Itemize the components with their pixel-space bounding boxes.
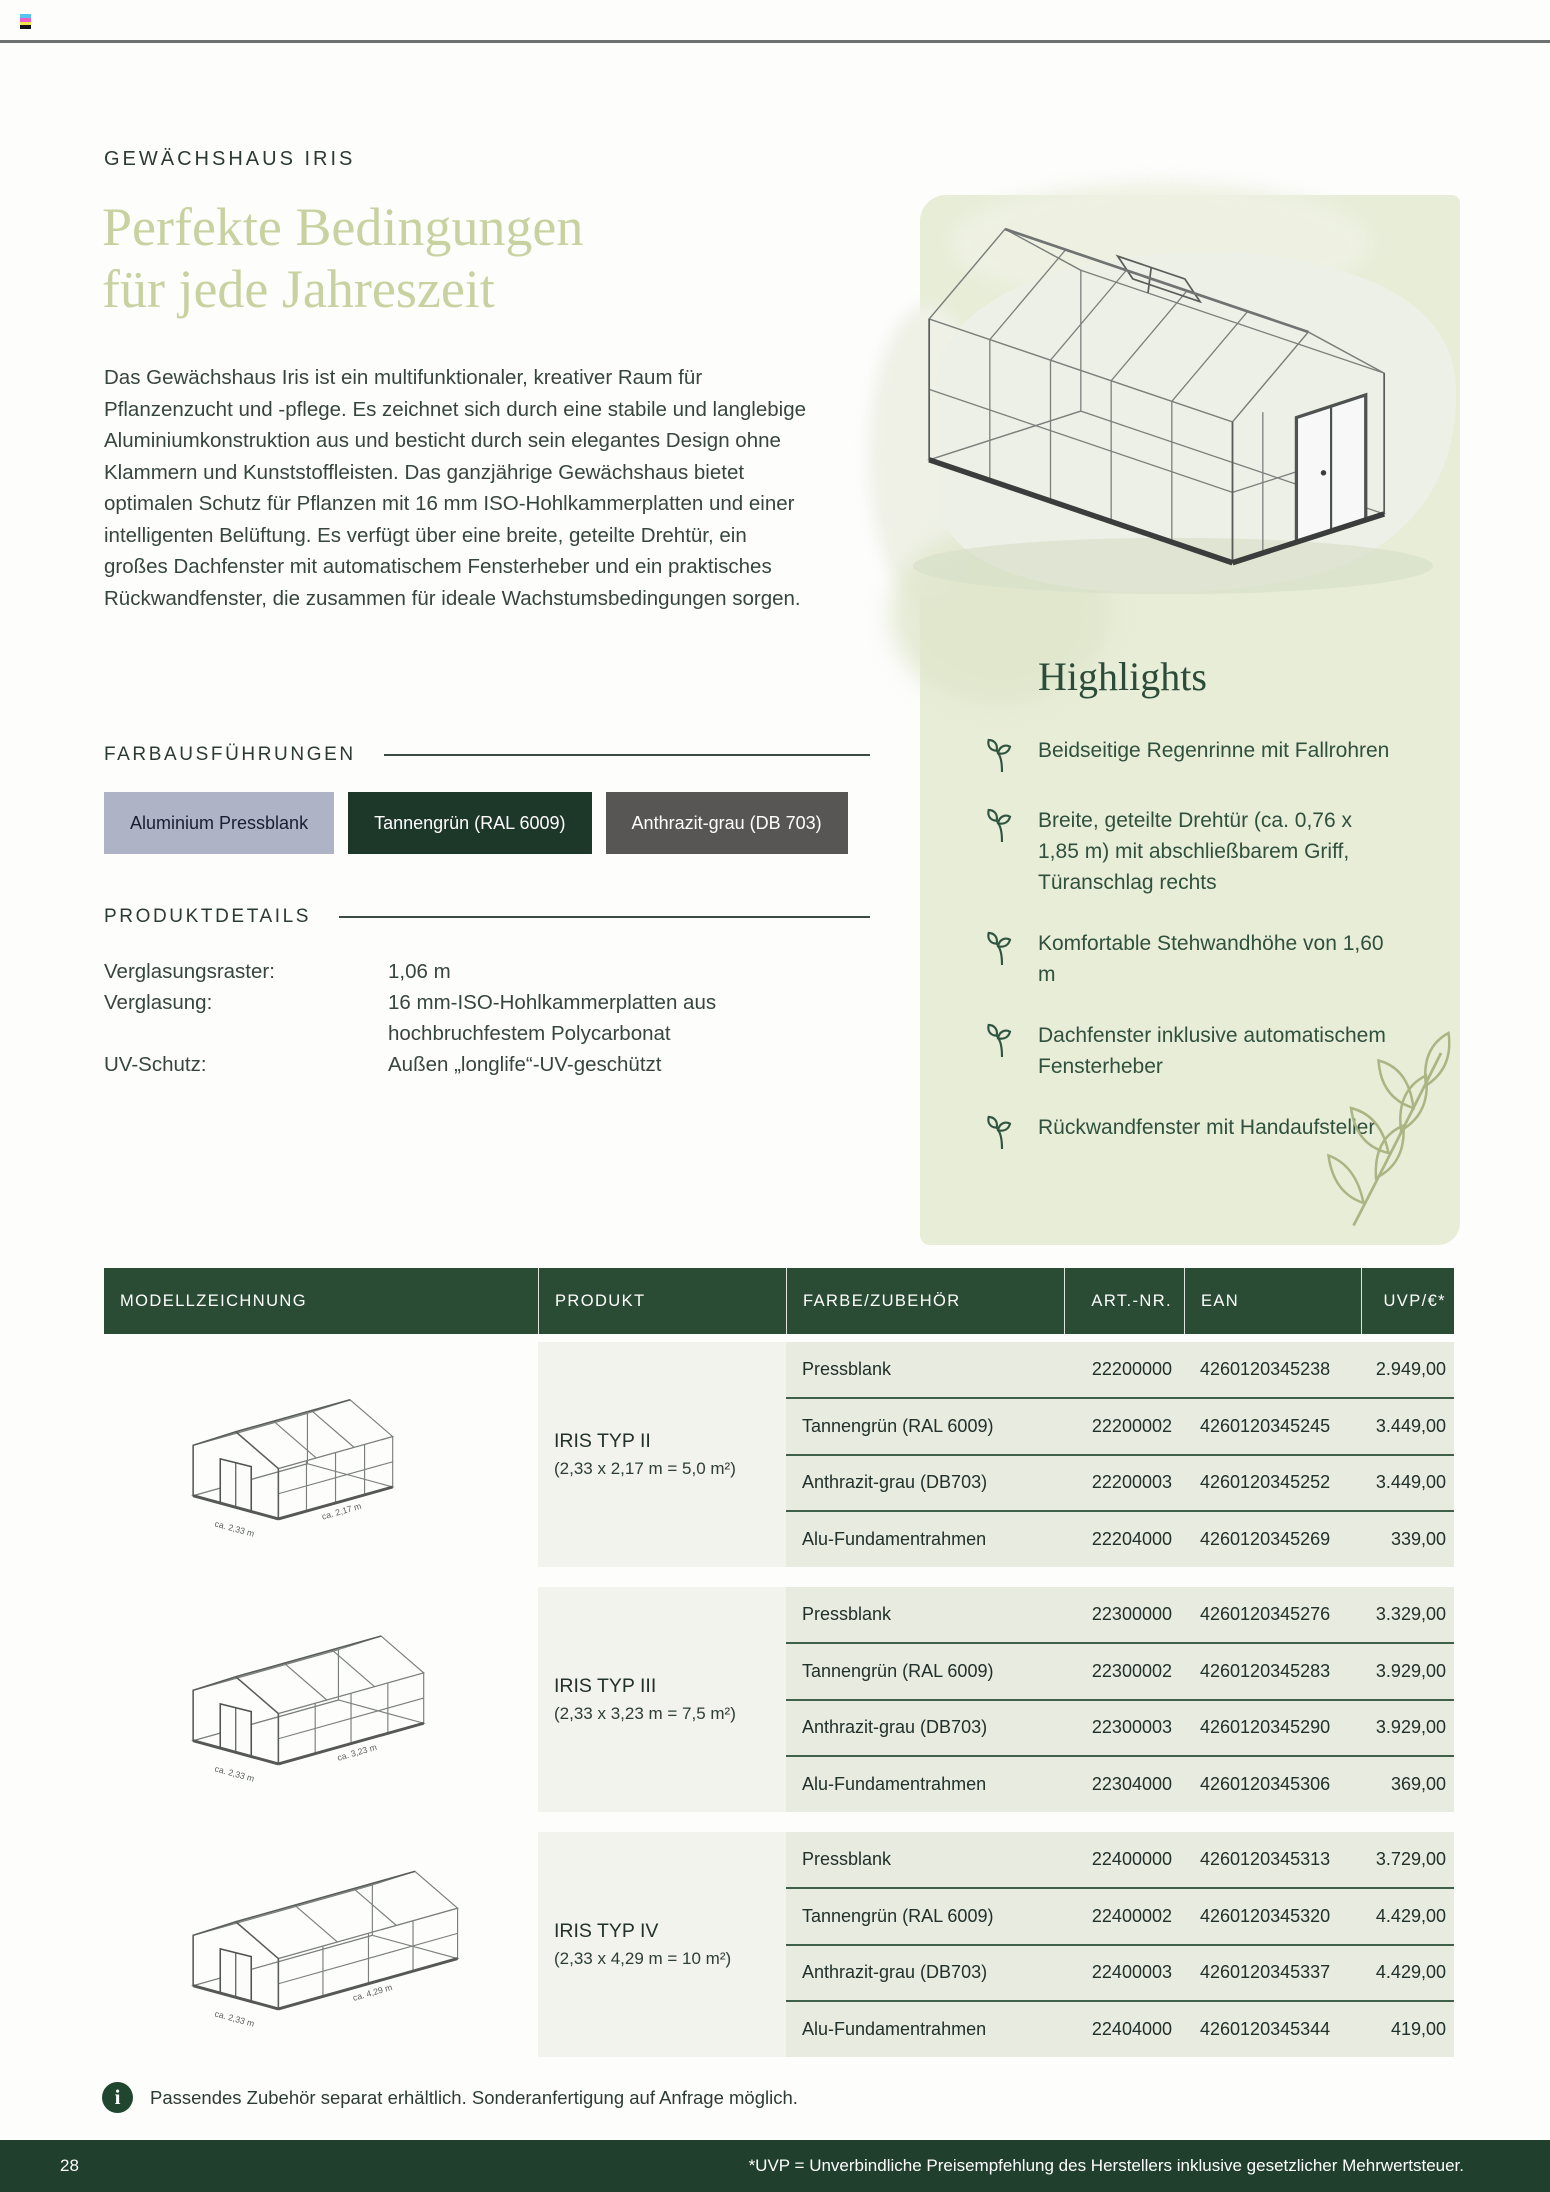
uvp-cell: 419,00: [1390, 2019, 1446, 2040]
details-section-rule: [339, 916, 870, 918]
ean-cell: 4260120345252: [1200, 1472, 1331, 1493]
product-cell: [538, 1832, 786, 2057]
highlight-text: Dachfenster inklusive automatischem Fensterheber: [1038, 1024, 1386, 1078]
detail-value: 16 mm-ISO-Hohlkammerplatten aus hochbruchfestem Polycarbonat: [388, 991, 717, 1045]
table-row: [786, 1944, 1454, 2001]
note-text: Passendes Zubehör separat erhältlich. Sonderanfertigung auf Anfrage möglich.: [150, 2086, 798, 2108]
header-produkt: PRODUKT: [538, 1268, 786, 1334]
ean-cell: 4260120345276: [1200, 1603, 1331, 1624]
farbe-cell: Alu-Fundamentrahmen: [802, 1529, 987, 1550]
drawing-width-label: ca. 2,33 m: [213, 1518, 256, 1539]
artnr-cell: 22300000: [1091, 1603, 1172, 1624]
detail-value: Außen „longlife“-UV-geschützt: [388, 1053, 662, 1076]
highlights-heading: Highlights: [1038, 654, 1207, 699]
table-block-iris-typ-2: [104, 1342, 1454, 1567]
product-dimensions: (2,33 x 2,17 m = 5,0 m²): [554, 1459, 736, 1478]
farbe-cell: Alu-Fundamentrahmen: [802, 1774, 987, 1795]
farbe-cell: Pressblank: [802, 1603, 892, 1624]
uvp-cell: 3.729,00: [1375, 1848, 1446, 1869]
artnr-cell: 22204000: [1091, 1529, 1172, 1550]
uvp-cell: 3.449,00: [1375, 1415, 1446, 1436]
highlight-item: [986, 735, 1416, 775]
info-icon: i: [102, 2082, 133, 2113]
table-row: [786, 1587, 1454, 1642]
highlight-item: [986, 928, 1416, 990]
detail-value: 1,06 m: [388, 960, 451, 983]
header-modellzeichnung: MODELLZEICHNUNG: [120, 1291, 307, 1310]
table-row: [786, 1699, 1454, 1756]
greenhouse-photo: [875, 189, 1460, 644]
product-eyebrow: GEWÄCHSHAUS IRIS: [104, 148, 356, 170]
highlight-text: Komfortable Stehwandhöhe von 1,60 m: [1038, 932, 1384, 986]
detail-row: [104, 987, 870, 1049]
drawing-depth-label: ca. 2,17 m: [320, 1500, 363, 1522]
sprout-icon: [986, 807, 1018, 845]
highlights-panel: [920, 195, 1460, 1245]
colors-section-label: FARBAUSFÜHRUNGEN: [104, 744, 356, 765]
artnr-cell: 22200003: [1091, 1472, 1172, 1493]
product-description: Das Gewächshaus Iris ist ein multifunktionaler, kreativer Raum für Pflanzenzucht und -pflege. Es zeichnet sich durch eine stabile und langlebige Aluminiumkonstruktion aus und besticht durch sein elegantes Design ohne Klammern und Kunststoffleisten. Das ganzjährige Gewächshaus bietet optimalen Schutz für Pflanzen mit 16 mm ISO-Hohlkammerplatten und einer intelligenten Belüftung. Es verfügt über eine breite, geteilte Drehtür, ein großes Dachfenster mit automatischem Fensterheber und ein praktisches Rückwandfenster, die zusammen für ideale Wachstumsbedingungen sorgen.: [104, 366, 807, 610]
color-swatches: [104, 792, 848, 854]
table-row: [786, 1454, 1454, 1511]
header-art-nr: ART.-NR.: [1064, 1268, 1184, 1334]
detail-row: [104, 956, 870, 987]
detail-label: Verglasungsraster:: [104, 960, 275, 983]
table-row: [786, 1342, 1454, 1397]
detail-label: Verglasung:: [104, 991, 213, 1014]
variant-rows: [786, 1832, 1454, 2057]
table-row: [786, 2000, 1454, 2057]
ean-cell: 4260120345337: [1200, 1962, 1331, 1983]
uvp-cell: 369,00: [1390, 1774, 1446, 1795]
header-uvp: UVP/€*: [1361, 1268, 1454, 1334]
artnr-cell: 22400000: [1091, 1848, 1172, 1869]
sprout-icon: [986, 1022, 1018, 1060]
page-number: 28: [60, 2156, 79, 2175]
drawing-depth-label: ca. 4,29 m: [351, 1981, 394, 2003]
ean-cell: 4260120345306: [1200, 1774, 1331, 1795]
table-row: [786, 1887, 1454, 1944]
farbe-cell: Tannengrün (RAL 6009): [802, 1660, 994, 1681]
header-ean: EAN: [1184, 1268, 1361, 1334]
artnr-cell: 22304000: [1091, 1774, 1172, 1795]
product-dimensions: (2,33 x 4,29 m = 10 m²): [554, 1949, 732, 1968]
header-farbe-zubehoer: FARBE/ZUBEHÖR: [786, 1268, 1064, 1334]
artnr-cell: 22200000: [1091, 1358, 1172, 1379]
product-name: IRIS TYP III: [554, 1675, 657, 1697]
farbe-cell: Pressblank: [802, 1848, 892, 1869]
product-name: IRIS TYP II: [554, 1430, 651, 1452]
color-swatch-pressblank: Aluminium Pressblank: [104, 792, 334, 854]
model-drawing-iris-typ-4: [104, 1832, 538, 2057]
uvp-cell: 3.929,00: [1375, 1660, 1446, 1681]
farbe-cell: Anthrazit-grau (DB703): [802, 1717, 988, 1738]
details-section-label: PRODUKTDETAILS: [104, 906, 312, 927]
model-drawing-iris-typ-3: [104, 1587, 538, 1812]
top-rule: [0, 40, 1550, 43]
farbe-cell: Anthrazit-grau (DB703): [802, 1962, 988, 1983]
uvp-cell: 3.929,00: [1375, 1717, 1446, 1738]
table-block-iris-typ-4: [104, 1832, 1454, 2057]
detail-row: [104, 1049, 870, 1080]
leaf-branch-decoration: [1316, 1023, 1466, 1233]
ean-cell: 4260120345313: [1200, 1848, 1331, 1869]
ean-cell: 4260120345320: [1200, 1905, 1331, 1926]
table-row: [786, 1397, 1454, 1454]
uvp-cell: 4.429,00: [1375, 1962, 1446, 1983]
sprout-icon: [986, 1114, 1018, 1152]
farbe-cell: Alu-Fundamentrahmen: [802, 2019, 987, 2040]
colors-section-rule: [384, 754, 870, 756]
drawing-width-label: ca. 2,33 m: [213, 2008, 256, 2029]
variant-rows: [786, 1342, 1454, 1567]
sprout-icon: [986, 930, 1018, 968]
ean-cell: 4260120345290: [1200, 1717, 1331, 1738]
table-row: [786, 1510, 1454, 1567]
detail-label: UV-Schutz:: [104, 1053, 207, 1076]
highlight-item: [986, 805, 1416, 898]
artnr-cell: 22404000: [1091, 2019, 1172, 2040]
footer-bar: [0, 2140, 1550, 2192]
artnr-cell: 22300002: [1091, 1660, 1172, 1681]
model-drawing-iris-typ-2: [104, 1342, 538, 1567]
ean-cell: 4260120345245: [1200, 1415, 1331, 1436]
artnr-cell: 22400003: [1091, 1962, 1172, 1983]
product-cell: [538, 1587, 786, 1812]
highlight-text: Beidseitige Regenrinne mit Fallrohren: [1038, 739, 1390, 762]
farbe-cell: Tannengrün (RAL 6009): [802, 1905, 994, 1926]
farbe-cell: Tannengrün (RAL 6009): [802, 1415, 994, 1436]
uvp-cell: 2.949,00: [1375, 1358, 1446, 1379]
details-section-header: [104, 906, 870, 928]
product-name: IRIS TYP IV: [554, 1920, 659, 1942]
uvp-cell: 3.329,00: [1375, 1603, 1446, 1624]
uvp-cell: 339,00: [1390, 1529, 1446, 1550]
ean-cell: 4260120345283: [1200, 1660, 1331, 1681]
product-dimensions: (2,33 x 3,23 m = 7,5 m²): [554, 1704, 736, 1723]
product-table: [104, 1268, 1454, 2077]
highlight-text: Breite, geteilte Drehtür (ca. 0,76 x 1,85 m) mit abschließbarem Griff, Türanschlag rechts: [1038, 809, 1352, 894]
colors-section-header: [104, 744, 870, 766]
page-title-line2: für jede Jahreszeit: [102, 259, 495, 319]
artnr-cell: 22400002: [1091, 1905, 1172, 1926]
artnr-cell: 22200002: [1091, 1415, 1172, 1436]
sprout-icon: [986, 737, 1018, 775]
uvp-cell: 3.449,00: [1375, 1472, 1446, 1493]
ean-cell: 4260120345269: [1200, 1529, 1331, 1550]
table-row: [786, 1642, 1454, 1699]
artnr-cell: 22300003: [1091, 1717, 1172, 1738]
page-title-line1: Perfekte Bedingungen: [102, 197, 584, 257]
table-row: [786, 1832, 1454, 1887]
table-row: [786, 1755, 1454, 1812]
product-cell: [538, 1342, 786, 1567]
accessories-note: [102, 2082, 798, 2113]
color-swatch-anthrazit: Anthrazit-grau (DB 703): [606, 792, 848, 854]
page-title: [102, 196, 583, 320]
uvp-cell: 4.429,00: [1375, 1905, 1446, 1926]
farbe-cell: Anthrazit-grau (DB703): [802, 1472, 988, 1493]
color-swatch-tannengruen: Tannengrün (RAL 6009): [348, 792, 591, 854]
ean-cell: 4260120345344: [1200, 2019, 1331, 2040]
ean-cell: 4260120345238: [1200, 1358, 1331, 1379]
footer-note: *UVP = Unverbindliche Preisempfehlung des Herstellers inklusive gesetzlicher Mehrwertsteuer.: [748, 2156, 1464, 2175]
variant-rows: [786, 1587, 1454, 1812]
farbe-cell: Pressblank: [802, 1358, 892, 1379]
print-registration-mark: [20, 14, 31, 29]
table-block-iris-typ-3: [104, 1587, 1454, 1812]
drawing-width-label: ca. 2,33 m: [213, 1763, 256, 1784]
drawing-depth-label: ca. 3,23 m: [336, 1741, 378, 1763]
table-header: [104, 1268, 1454, 1334]
highlight-text: Rückwandfenster mit Handaufsteller: [1038, 1116, 1376, 1139]
